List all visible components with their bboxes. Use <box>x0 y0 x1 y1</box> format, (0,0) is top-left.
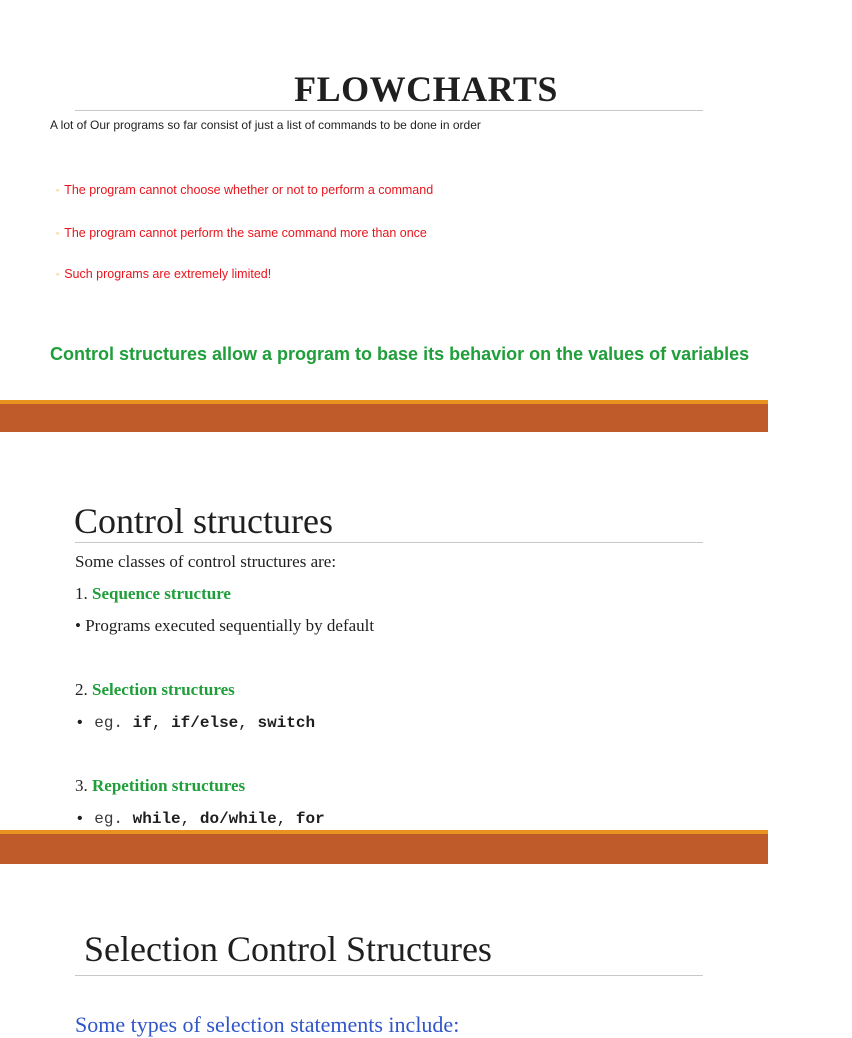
callout-text: Control structures allow a program to base its behavior on the values of variables <box>50 344 750 364</box>
item-name: Repetition structures <box>92 776 246 795</box>
slide-flowcharts <box>0 0 768 400</box>
keyword: if/else <box>171 714 239 732</box>
slide-title: Control structures <box>74 501 333 541</box>
title-divider <box>75 975 703 976</box>
separator: , <box>180 810 191 828</box>
example-prefix: eg. <box>94 714 124 732</box>
bullet-item <box>56 183 433 197</box>
item-example <box>75 714 315 732</box>
example-prefix: eg. <box>94 810 124 828</box>
intro-text: A lot of Our programs so far consist of just a list of commands to be done in order <box>50 118 481 132</box>
bullet-icon: • <box>75 810 85 828</box>
bullet-marker-icon: ◦ <box>56 269 60 279</box>
slide-separator <box>0 834 768 864</box>
item-name: Selection structures <box>92 680 235 699</box>
bullet-marker-icon: ◦ <box>56 228 60 238</box>
bullet-text: The program cannot perform the same command more than once <box>64 226 427 240</box>
bullet-item <box>56 226 427 240</box>
item-number: 1. <box>75 584 88 603</box>
bullet-marker-icon: ◦ <box>56 185 60 195</box>
keyword: if <box>132 714 152 732</box>
bullet-text: The program cannot choose whether or not to perform a command <box>64 183 434 197</box>
item-example <box>75 810 325 828</box>
separator: , <box>276 810 287 828</box>
item-detail <box>75 616 374 636</box>
detail-text: Programs executed sequentially by default <box>85 616 375 635</box>
keyword: while <box>132 810 181 828</box>
slide-selection-control-structures <box>0 864 768 1037</box>
title-divider <box>75 542 703 543</box>
title-divider <box>75 110 703 111</box>
keyword: switch <box>257 714 316 732</box>
lead-text: Some classes of control structures are: <box>75 552 337 571</box>
slide-title: FLOWCHARTS <box>294 69 558 109</box>
slide-separator <box>0 404 768 432</box>
list-item <box>75 680 235 700</box>
bullet-text: Such programs are extremely limited! <box>64 267 272 281</box>
item-number: 3. <box>75 776 88 795</box>
slide-title: Selection Control Structures <box>84 929 492 969</box>
item-number: 2. <box>75 680 88 699</box>
separator: , <box>151 714 162 732</box>
bullet-icon: • <box>75 616 81 635</box>
bullet-item <box>56 267 271 281</box>
partial-text: Some types of selection statements include: <box>75 1012 460 1037</box>
keyword: for <box>295 810 325 828</box>
bullet-icon: • <box>75 714 85 732</box>
keyword: do/while <box>199 810 277 828</box>
list-item <box>75 584 231 604</box>
list-item <box>75 776 245 796</box>
item-name: Sequence structure <box>92 584 231 603</box>
separator: , <box>238 714 248 732</box>
slide-control-structures <box>0 432 768 830</box>
